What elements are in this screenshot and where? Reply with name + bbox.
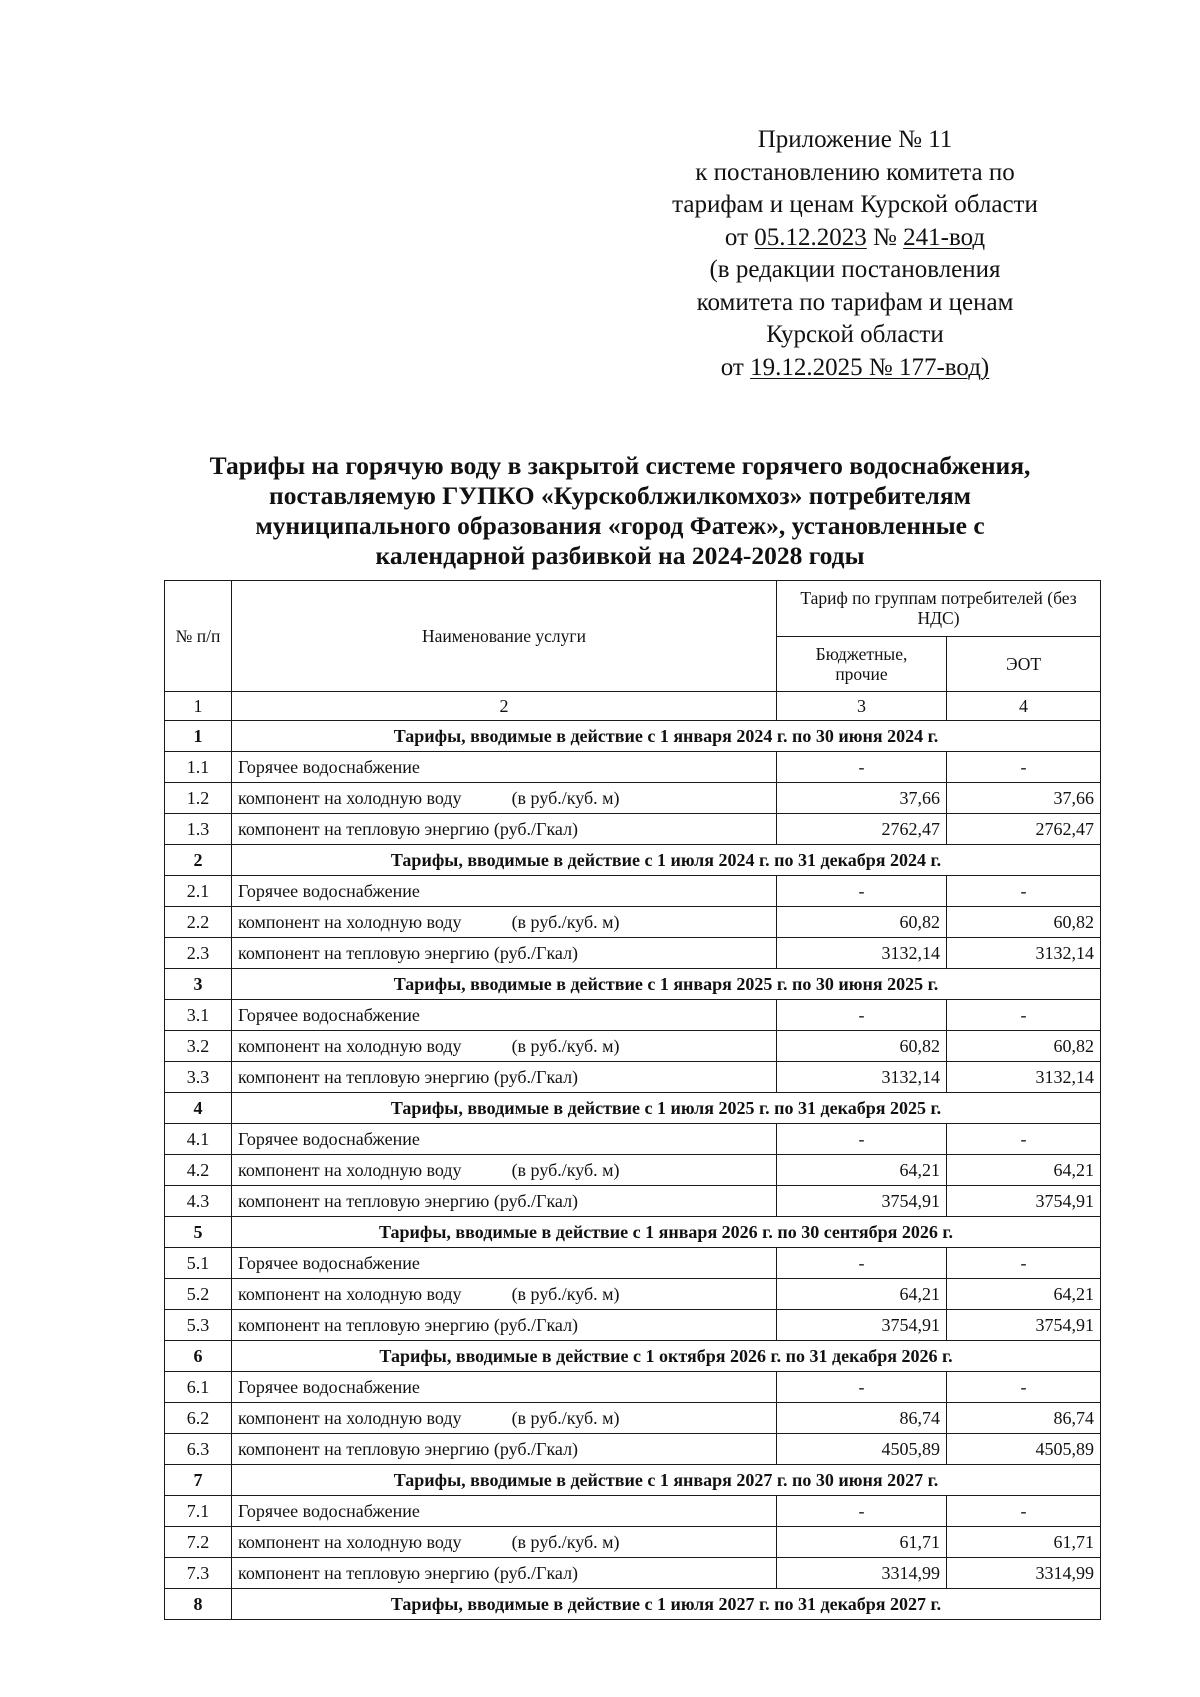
service-name: компонент на тепловую энергию (руб./Гкал) xyxy=(238,943,579,963)
header-service-cell: Наименование услуги xyxy=(232,581,777,692)
row-number-cell: 1.1 xyxy=(165,752,232,783)
tariff-eot-cell: 3132,14 xyxy=(947,1062,1101,1093)
title-line: календарной разбивкой на 2024-2028 годы xyxy=(375,541,865,570)
tariff-budget-cell: 3314,99 xyxy=(777,1558,947,1589)
service-name-cell xyxy=(232,1155,777,1186)
table-row xyxy=(165,1558,1101,1589)
section-number-cell: 3 xyxy=(165,969,232,1000)
section-title-cell: Тарифы, вводимые в действие с 1 июля 2027 г. по 31 декабря 2027 г. xyxy=(232,1589,1101,1620)
section-title-cell: Тарифы, вводимые в действие с 1 января 2025 г. по 30 июня 2025 г. xyxy=(232,969,1101,1000)
service-name: компонент на холодную воду xyxy=(238,788,462,808)
tariff-budget-cell: 2762,47 xyxy=(777,814,947,845)
table-row xyxy=(165,1248,1101,1279)
tariff-budget-cell: 37,66 xyxy=(777,783,947,814)
service-name-cell xyxy=(232,1248,777,1279)
tariff-budget-cell: 60,82 xyxy=(777,1031,947,1062)
document-title xyxy=(140,451,1100,571)
tariff-eot-cell: 3314,99 xyxy=(947,1558,1101,1589)
table-row xyxy=(165,1403,1101,1434)
revision-from-label: от xyxy=(720,353,751,381)
table-row xyxy=(165,752,1101,783)
service-name-cell xyxy=(232,1279,777,1310)
table-row xyxy=(165,814,1101,845)
tariff-eot-cell: - xyxy=(947,1000,1101,1031)
table-row xyxy=(165,1527,1101,1558)
section-row xyxy=(165,969,1101,1000)
title-line: поставляемую ГУПКО «Курскоблжилкомхоз» потребителям xyxy=(269,481,971,510)
service-name-cell xyxy=(232,783,777,814)
service-name: компонент на холодную воду xyxy=(238,1284,462,1304)
tariff-budget-cell: 64,21 xyxy=(777,1155,947,1186)
service-name-cell xyxy=(232,1403,777,1434)
service-unit: (в руб./куб. м) xyxy=(511,912,620,932)
row-number-cell: 4.3 xyxy=(165,1186,232,1217)
appendix-line-revision xyxy=(640,352,1070,385)
table-row xyxy=(165,1186,1101,1217)
row-number-cell: 6.1 xyxy=(165,1372,232,1403)
tariff-budget-cell: 3754,91 xyxy=(777,1310,947,1341)
section-row xyxy=(165,721,1101,752)
service-name-cell xyxy=(232,1062,777,1093)
row-number-cell: 7.3 xyxy=(165,1558,232,1589)
service-name-cell xyxy=(232,1558,777,1589)
service-name: Горячее водоснабжение xyxy=(238,1129,420,1149)
row-number-cell: 3.2 xyxy=(165,1031,232,1062)
table-row xyxy=(165,1000,1101,1031)
table-row xyxy=(165,938,1101,969)
tariff-eot-cell: - xyxy=(947,1372,1101,1403)
revision-date-number: 19.12.2025 № 177-вод) xyxy=(750,353,990,381)
tariff-eot-cell: 3132,14 xyxy=(947,938,1101,969)
row-number-cell: 7.2 xyxy=(165,1527,232,1558)
service-name-cell xyxy=(232,814,777,845)
table-row xyxy=(165,1434,1101,1465)
service-name: компонент на тепловую энергию (руб./Гкал) xyxy=(238,1315,579,1335)
service-name: Горячее водоснабжение xyxy=(238,757,420,777)
service-name-cell xyxy=(232,752,777,783)
section-title-cell: Тарифы, вводимые в действие с 1 июля 2024 г. по 31 декабря 2024 г. xyxy=(232,845,1101,876)
service-name: Горячее водоснабжение xyxy=(238,1253,420,1273)
table-row xyxy=(165,1496,1101,1527)
row-number-cell: 2.3 xyxy=(165,938,232,969)
tariff-budget-cell: 60,82 xyxy=(777,907,947,938)
row-number-cell: 4.1 xyxy=(165,1124,232,1155)
appendix-line: Приложение № 11 xyxy=(757,126,953,153)
tariff-budget-cell: 3754,91 xyxy=(777,1186,947,1217)
section-title-cell: Тарифы, вводимые в действие с 1 июля 2025 г. по 31 декабря 2025 г. xyxy=(232,1093,1101,1124)
header-tariff-group-cell: Тариф по группам потребителей (без НДС) xyxy=(777,581,1101,637)
table-row xyxy=(165,1279,1101,1310)
tariff-eot-cell: 64,21 xyxy=(947,1279,1101,1310)
appendix-number: 241-вод xyxy=(903,223,986,251)
row-number-cell: 4.2 xyxy=(165,1155,232,1186)
tariff-budget-cell: - xyxy=(777,1124,947,1155)
service-name: компонент на холодную воду xyxy=(238,1160,462,1180)
table-row xyxy=(165,1310,1101,1341)
section-number-cell: 7 xyxy=(165,1465,232,1496)
tariff-eot-cell: 61,71 xyxy=(947,1527,1101,1558)
section-row xyxy=(165,1217,1101,1248)
tariff-eot-cell: 3754,91 xyxy=(947,1186,1101,1217)
appendix-line-date xyxy=(640,222,1070,255)
service-name-cell xyxy=(232,1031,777,1062)
service-name: Горячее водоснабжение xyxy=(238,1377,420,1397)
service-name: Горячее водоснабжение xyxy=(238,1005,420,1025)
table-row xyxy=(165,1155,1101,1186)
service-unit: (в руб./куб. м) xyxy=(511,1036,620,1056)
appendix-line: Курской области xyxy=(766,321,944,348)
appendix-line: комитета по тарифам и ценам xyxy=(696,288,1014,316)
tariff-eot-cell: - xyxy=(947,876,1101,907)
section-number-cell: 8 xyxy=(165,1589,232,1620)
service-name: Горячее водоснабжение xyxy=(238,881,420,901)
column-number-row xyxy=(165,692,1101,721)
section-title-cell: Тарифы, вводимые в действие с 1 октября 2026 г. по 31 декабря 2026 г. xyxy=(232,1341,1101,1372)
table-header-row xyxy=(165,581,1101,637)
service-name-cell xyxy=(232,1186,777,1217)
tariff-eot-cell: - xyxy=(947,1124,1101,1155)
row-number-cell: 2.1 xyxy=(165,876,232,907)
table-row xyxy=(165,907,1101,938)
tariff-budget-cell: 4505,89 xyxy=(777,1434,947,1465)
section-row xyxy=(165,1341,1101,1372)
column-number-cell: 4 xyxy=(947,692,1101,721)
tariff-budget-cell: 64,21 xyxy=(777,1279,947,1310)
tariff-budget-cell: 61,71 xyxy=(777,1527,947,1558)
service-unit: (в руб./куб. м) xyxy=(511,1160,620,1180)
tariff-eot-cell: 3754,91 xyxy=(947,1310,1101,1341)
row-number-cell: 3.3 xyxy=(165,1062,232,1093)
row-number-cell: 3.1 xyxy=(165,1000,232,1031)
section-number-cell: 1 xyxy=(165,721,232,752)
tariff-eot-cell: - xyxy=(947,1496,1101,1527)
section-number-cell: 6 xyxy=(165,1341,232,1372)
tariff-eot-cell: 2762,47 xyxy=(947,814,1101,845)
tariff-eot-cell: 4505,89 xyxy=(947,1434,1101,1465)
tariff-eot-cell: - xyxy=(947,1248,1101,1279)
appendix-header xyxy=(640,124,1070,384)
service-name: компонент на холодную воду xyxy=(238,912,462,932)
tariff-budget-cell: - xyxy=(777,1372,947,1403)
section-number-cell: 5 xyxy=(165,1217,232,1248)
table-row xyxy=(165,1062,1101,1093)
table-row xyxy=(165,1124,1101,1155)
column-number-cell: 2 xyxy=(232,692,777,721)
service-name-cell xyxy=(232,1000,777,1031)
service-name-cell xyxy=(232,1372,777,1403)
section-title-cell: Тарифы, вводимые в действие с 1 января 2026 г. по 30 сентября 2026 г. xyxy=(232,1217,1101,1248)
row-number-cell: 5.3 xyxy=(165,1310,232,1341)
appendix-line: к постановлению комитета по xyxy=(695,158,1015,186)
row-number-cell: 6.3 xyxy=(165,1434,232,1465)
tariff-eot-cell: 64,21 xyxy=(947,1155,1101,1186)
tariff-eot-cell: 60,82 xyxy=(947,1031,1101,1062)
row-number-cell: 5.1 xyxy=(165,1248,232,1279)
service-unit: (в руб./куб. м) xyxy=(511,1408,620,1428)
tariff-budget-cell: - xyxy=(777,1000,947,1031)
row-number-cell: 5.2 xyxy=(165,1279,232,1310)
section-title-cell: Тарифы, вводимые в действие с 1 января 2024 г. по 30 июня 2024 г. xyxy=(232,721,1101,752)
appendix-number-label: № xyxy=(866,223,904,251)
service-name-cell xyxy=(232,1310,777,1341)
tariff-budget-cell: 86,74 xyxy=(777,1403,947,1434)
tariff-table xyxy=(164,580,1101,1620)
service-name-cell xyxy=(232,1434,777,1465)
section-row xyxy=(165,1589,1101,1620)
service-name-cell xyxy=(232,907,777,938)
table-row xyxy=(165,876,1101,907)
tariff-eot-cell: 60,82 xyxy=(947,907,1101,938)
service-name: компонент на тепловую энергию (руб./Гкал) xyxy=(238,1067,579,1087)
section-row xyxy=(165,1465,1101,1496)
row-number-cell: 1.2 xyxy=(165,783,232,814)
table-row xyxy=(165,1372,1101,1403)
row-number-cell: 7.1 xyxy=(165,1496,232,1527)
tariff-budget-cell: 3132,14 xyxy=(777,938,947,969)
tariff-eot-cell: - xyxy=(947,752,1101,783)
header-num-cell: № п/п xyxy=(165,581,232,692)
row-number-cell: 2.2 xyxy=(165,907,232,938)
appendix-line: (в редакции постановления xyxy=(709,256,1001,283)
service-unit: (в руб./куб. м) xyxy=(511,1284,620,1304)
tariff-budget-cell: - xyxy=(777,876,947,907)
header-group2-cell: ЭОТ xyxy=(947,636,1101,692)
service-name: компонент на тепловую энергию (руб./Гкал) xyxy=(238,1563,579,1583)
row-number-cell: 1.3 xyxy=(165,814,232,845)
tariff-budget-cell: - xyxy=(777,752,947,783)
section-row xyxy=(165,1093,1101,1124)
tariff-eot-cell: 37,66 xyxy=(947,783,1101,814)
column-number-cell: 3 xyxy=(777,692,947,721)
title-line: Тарифы на горячую воду в закрытой системе горячего водоснабжения, xyxy=(209,451,1031,480)
appendix-from-label: от xyxy=(724,223,755,251)
service-name: компонент на холодную воду xyxy=(238,1408,462,1428)
service-name-cell xyxy=(232,1496,777,1527)
service-name: компонент на холодную воду xyxy=(238,1036,462,1056)
header-group1-cell: Бюджетные, прочие xyxy=(777,636,947,692)
tariff-budget-cell: - xyxy=(777,1248,947,1279)
service-name: компонент на тепловую энергию (руб./Гкал) xyxy=(238,1439,579,1459)
section-number-cell: 4 xyxy=(165,1093,232,1124)
section-number-cell: 2 xyxy=(165,845,232,876)
service-name-cell xyxy=(232,938,777,969)
service-name: компонент на тепловую энергию (руб./Гкал) xyxy=(238,1191,579,1211)
tariff-eot-cell: 86,74 xyxy=(947,1403,1101,1434)
service-name-cell xyxy=(232,1527,777,1558)
tariff-budget-cell: - xyxy=(777,1496,947,1527)
service-name: компонент на холодную воду xyxy=(238,1532,462,1552)
service-name: Горячее водоснабжение xyxy=(238,1501,420,1521)
service-unit: (в руб./куб. м) xyxy=(511,1532,620,1552)
service-name-cell xyxy=(232,876,777,907)
appendix-line: тарифам и ценам Курской области xyxy=(672,191,1038,218)
title-line: муниципального образования «город Фатеж», установленные с xyxy=(255,511,985,540)
service-unit: (в руб./куб. м) xyxy=(511,788,620,808)
appendix-date: 05.12.2023 xyxy=(754,223,867,251)
service-name-cell xyxy=(232,1124,777,1155)
table-row xyxy=(165,1031,1101,1062)
service-name: компонент на тепловую энергию (руб./Гкал) xyxy=(238,819,579,839)
section-row xyxy=(165,845,1101,876)
table-row xyxy=(165,783,1101,814)
tariff-budget-cell: 3132,14 xyxy=(777,1062,947,1093)
section-title-cell: Тарифы, вводимые в действие с 1 января 2027 г. по 30 июня 2027 г. xyxy=(232,1465,1101,1496)
row-number-cell: 6.2 xyxy=(165,1403,232,1434)
column-number-cell: 1 xyxy=(165,692,232,721)
